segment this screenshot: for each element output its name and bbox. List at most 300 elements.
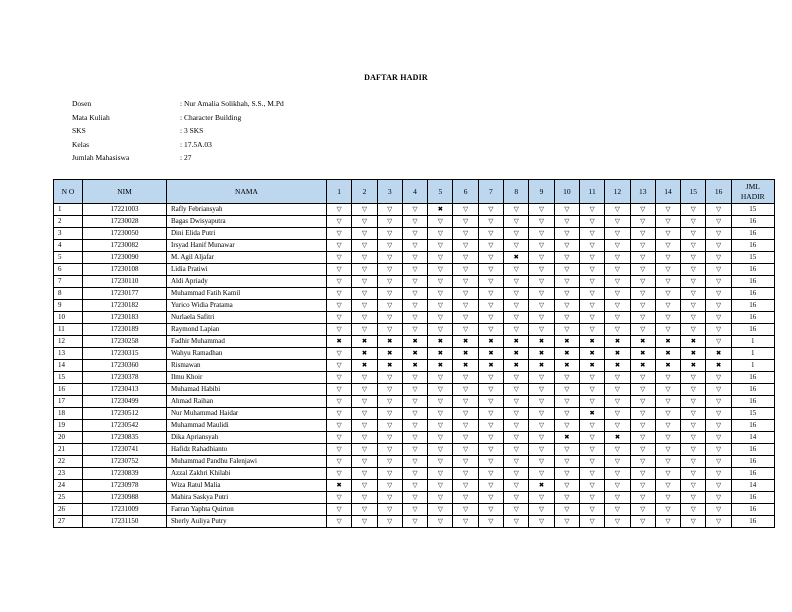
present-mark-icon: ▽: [402, 456, 427, 468]
present-mark-icon: ▽: [529, 456, 554, 468]
header-meeting: 9: [529, 180, 554, 204]
cell-nama: Muhammad Pandhu Falenjawi: [167, 456, 327, 468]
cell-no: 3: [54, 228, 83, 240]
table-row: [54, 276, 775, 288]
present-mark-icon: ▽: [630, 444, 655, 456]
present-mark-icon: ▽: [706, 492, 731, 504]
present-mark-icon: ▽: [453, 276, 478, 288]
present-mark-icon: ▽: [352, 204, 377, 216]
present-mark-icon: ▽: [579, 372, 604, 384]
table-row: [54, 516, 775, 528]
absent-mark-icon: ✖: [529, 480, 554, 492]
present-mark-icon: ▽: [428, 516, 453, 528]
cell-nim: 17230315: [83, 348, 167, 360]
present-mark-icon: ▽: [352, 480, 377, 492]
cell-nim: 17230835: [83, 432, 167, 444]
present-mark-icon: ▽: [706, 516, 731, 528]
absent-mark-icon: ✖: [529, 348, 554, 360]
present-mark-icon: ▽: [478, 288, 503, 300]
present-mark-icon: ▽: [504, 228, 529, 240]
header-nama: NAMA: [167, 180, 327, 204]
absent-mark-icon: ✖: [478, 360, 503, 372]
present-mark-icon: ▽: [605, 276, 630, 288]
table-row: [54, 348, 775, 360]
present-mark-icon: ▽: [630, 372, 655, 384]
cell-nim: 17230108: [83, 264, 167, 276]
present-mark-icon: ▽: [681, 492, 706, 504]
present-mark-icon: ▽: [706, 408, 731, 420]
present-mark-icon: ▽: [352, 372, 377, 384]
present-mark-icon: ▽: [706, 300, 731, 312]
present-mark-icon: ▽: [630, 480, 655, 492]
present-mark-icon: ▽: [327, 492, 352, 504]
absent-mark-icon: ✖: [428, 204, 453, 216]
present-mark-icon: ▽: [655, 420, 680, 432]
present-mark-icon: ▽: [478, 384, 503, 396]
present-mark-icon: ▽: [352, 312, 377, 324]
present-mark-icon: ▽: [655, 216, 680, 228]
present-mark-icon: ▽: [453, 480, 478, 492]
present-mark-icon: ▽: [402, 432, 427, 444]
header-meeting: 16: [706, 180, 731, 204]
present-mark-icon: ▽: [377, 264, 402, 276]
cell-nama: Lidia Pratiwi: [167, 264, 327, 276]
absent-mark-icon: ✖: [377, 348, 402, 360]
present-mark-icon: ▽: [327, 348, 352, 360]
present-mark-icon: ▽: [327, 252, 352, 264]
present-mark-icon: ▽: [504, 300, 529, 312]
present-mark-icon: ▽: [428, 300, 453, 312]
present-mark-icon: ▽: [706, 228, 731, 240]
present-mark-icon: ▽: [655, 516, 680, 528]
present-mark-icon: ▽: [706, 372, 731, 384]
present-mark-icon: ▽: [605, 372, 630, 384]
present-mark-icon: ▽: [428, 228, 453, 240]
absent-mark-icon: ✖: [428, 348, 453, 360]
header-meeting: 10: [554, 180, 579, 204]
document-title: DAFTAR HADIR: [364, 73, 428, 82]
present-mark-icon: ▽: [681, 240, 706, 252]
cell-nama: M. Agil Aljafar: [167, 252, 327, 264]
present-mark-icon: ▽: [402, 384, 427, 396]
present-mark-icon: ▽: [352, 252, 377, 264]
cell-no: 7: [54, 276, 83, 288]
cell-nim: 17230499: [83, 396, 167, 408]
absent-mark-icon: ✖: [655, 360, 680, 372]
cell-nim: 17230839: [83, 468, 167, 480]
present-mark-icon: ▽: [428, 312, 453, 324]
present-mark-icon: ▽: [428, 456, 453, 468]
present-mark-icon: ▽: [655, 492, 680, 504]
present-mark-icon: ▽: [681, 396, 706, 408]
present-mark-icon: ▽: [327, 312, 352, 324]
present-mark-icon: ▽: [428, 420, 453, 432]
present-mark-icon: ▽: [352, 408, 377, 420]
present-mark-icon: ▽: [529, 384, 554, 396]
absent-mark-icon: ✖: [579, 408, 604, 420]
present-mark-icon: ▽: [504, 216, 529, 228]
present-mark-icon: ▽: [554, 372, 579, 384]
present-mark-icon: ▽: [529, 300, 554, 312]
present-mark-icon: ▽: [402, 216, 427, 228]
cell-no: 2: [54, 216, 83, 228]
absent-mark-icon: ✖: [453, 336, 478, 348]
cell-nama: Muhammad Fatih Kamil: [167, 288, 327, 300]
cell-nama: Farran Yaphta Quirton: [167, 504, 327, 516]
absent-mark-icon: ✖: [402, 360, 427, 372]
present-mark-icon: ▽: [630, 300, 655, 312]
present-mark-icon: ▽: [478, 480, 503, 492]
present-mark-icon: ▽: [478, 432, 503, 444]
present-mark-icon: ▽: [428, 444, 453, 456]
cell-nama: Wahyu Ramadhan: [167, 348, 327, 360]
present-mark-icon: ▽: [605, 288, 630, 300]
present-mark-icon: ▽: [453, 384, 478, 396]
present-mark-icon: ▽: [630, 408, 655, 420]
present-mark-icon: ▽: [630, 432, 655, 444]
present-mark-icon: ▽: [681, 468, 706, 480]
present-mark-icon: ▽: [428, 492, 453, 504]
present-mark-icon: ▽: [579, 252, 604, 264]
cell-no: 10: [54, 312, 83, 324]
cell-no: 13: [54, 348, 83, 360]
table-row: [54, 420, 775, 432]
present-mark-icon: ▽: [428, 384, 453, 396]
present-mark-icon: ▽: [352, 420, 377, 432]
present-mark-icon: ▽: [579, 240, 604, 252]
present-mark-icon: ▽: [605, 384, 630, 396]
cell-jml-hadir: 16: [731, 456, 774, 468]
cell-nama: Ilmu Khoir: [167, 372, 327, 384]
present-mark-icon: ▽: [402, 324, 427, 336]
present-mark-icon: ▽: [402, 300, 427, 312]
cell-nim: 17230988: [83, 492, 167, 504]
present-mark-icon: ▽: [529, 324, 554, 336]
present-mark-icon: ▽: [681, 312, 706, 324]
present-mark-icon: ▽: [579, 300, 604, 312]
present-mark-icon: ▽: [504, 264, 529, 276]
table-row: [54, 264, 775, 276]
present-mark-icon: ▽: [478, 504, 503, 516]
present-mark-icon: ▽: [402, 408, 427, 420]
present-mark-icon: ▽: [478, 240, 503, 252]
present-mark-icon: ▽: [453, 372, 478, 384]
present-mark-icon: ▽: [478, 324, 503, 336]
present-mark-icon: ▽: [655, 204, 680, 216]
absent-mark-icon: ✖: [529, 360, 554, 372]
present-mark-icon: ▽: [504, 372, 529, 384]
present-mark-icon: ▽: [377, 420, 402, 432]
present-mark-icon: ▽: [579, 288, 604, 300]
present-mark-icon: ▽: [402, 468, 427, 480]
present-mark-icon: ▽: [605, 312, 630, 324]
absent-mark-icon: ✖: [681, 360, 706, 372]
present-mark-icon: ▽: [327, 468, 352, 480]
present-mark-icon: ▽: [630, 276, 655, 288]
present-mark-icon: ▽: [402, 444, 427, 456]
cell-nim: 17230177: [83, 288, 167, 300]
present-mark-icon: ▽: [630, 264, 655, 276]
cell-nim: 17230182: [83, 300, 167, 312]
absent-mark-icon: ✖: [630, 360, 655, 372]
present-mark-icon: ▽: [352, 228, 377, 240]
present-mark-icon: ▽: [327, 372, 352, 384]
present-mark-icon: ▽: [681, 324, 706, 336]
present-mark-icon: ▽: [706, 336, 731, 348]
info-label: Dosen: [72, 99, 92, 108]
present-mark-icon: ▽: [579, 228, 604, 240]
cell-nim: 17221003: [83, 204, 167, 216]
header-meeting: 14: [655, 180, 680, 204]
table-row: [54, 288, 775, 300]
present-mark-icon: ▽: [655, 252, 680, 264]
present-mark-icon: ▽: [706, 396, 731, 408]
cell-no: 24: [54, 480, 83, 492]
header-no: N O: [54, 180, 83, 204]
present-mark-icon: ▽: [504, 468, 529, 480]
absent-mark-icon: ✖: [377, 360, 402, 372]
cell-no: 11: [54, 324, 83, 336]
cell-no: 5: [54, 252, 83, 264]
present-mark-icon: ▽: [605, 444, 630, 456]
cell-nim: 17230110: [83, 276, 167, 288]
present-mark-icon: ▽: [630, 240, 655, 252]
present-mark-icon: ▽: [377, 492, 402, 504]
header-meeting: 5: [428, 180, 453, 204]
present-mark-icon: ▽: [478, 264, 503, 276]
absent-mark-icon: ✖: [478, 336, 503, 348]
present-mark-icon: ▽: [579, 504, 604, 516]
present-mark-icon: ▽: [605, 252, 630, 264]
absent-mark-icon: ✖: [605, 360, 630, 372]
info-value: : 3 SKS: [180, 126, 204, 135]
present-mark-icon: ▽: [554, 468, 579, 480]
present-mark-icon: ▽: [453, 252, 478, 264]
present-mark-icon: ▽: [579, 480, 604, 492]
info-label: Jumlah Mahasiswa: [72, 153, 130, 162]
cell-jml-hadir: 16: [731, 240, 774, 252]
header-meeting: 4: [402, 180, 427, 204]
present-mark-icon: ▽: [655, 324, 680, 336]
present-mark-icon: ▽: [681, 432, 706, 444]
present-mark-icon: ▽: [478, 252, 503, 264]
present-mark-icon: ▽: [655, 264, 680, 276]
present-mark-icon: ▽: [554, 252, 579, 264]
present-mark-icon: ▽: [655, 300, 680, 312]
present-mark-icon: ▽: [630, 324, 655, 336]
present-mark-icon: ▽: [453, 204, 478, 216]
cell-nama: Wiza Ratul Malia: [167, 480, 327, 492]
present-mark-icon: ▽: [605, 492, 630, 504]
present-mark-icon: ▽: [605, 204, 630, 216]
present-mark-icon: ▽: [327, 420, 352, 432]
absent-mark-icon: ✖: [327, 336, 352, 348]
header-meeting: 12: [605, 180, 630, 204]
present-mark-icon: ▽: [504, 396, 529, 408]
present-mark-icon: ▽: [504, 480, 529, 492]
present-mark-icon: ▽: [453, 408, 478, 420]
present-mark-icon: ▽: [402, 420, 427, 432]
present-mark-icon: ▽: [706, 240, 731, 252]
present-mark-icon: ▽: [352, 444, 377, 456]
present-mark-icon: ▽: [478, 300, 503, 312]
table-row: [54, 444, 775, 456]
cell-jml-hadir: 16: [731, 372, 774, 384]
info-value: : Nur Amalia Solikhah, S.S., M.Pd: [180, 99, 284, 108]
present-mark-icon: ▽: [630, 456, 655, 468]
present-mark-icon: ▽: [453, 300, 478, 312]
present-mark-icon: ▽: [402, 396, 427, 408]
cell-no: 25: [54, 492, 83, 504]
header-meeting: 15: [681, 180, 706, 204]
present-mark-icon: ▽: [352, 456, 377, 468]
header-jml-hadir: [731, 180, 774, 204]
present-mark-icon: ▽: [478, 312, 503, 324]
present-mark-icon: ▽: [352, 300, 377, 312]
absent-mark-icon: ✖: [554, 336, 579, 348]
present-mark-icon: ▽: [681, 444, 706, 456]
present-mark-icon: ▽: [529, 420, 554, 432]
present-mark-icon: ▽: [402, 204, 427, 216]
present-mark-icon: ▽: [681, 420, 706, 432]
absent-mark-icon: ✖: [504, 360, 529, 372]
present-mark-icon: ▽: [630, 420, 655, 432]
present-mark-icon: ▽: [706, 276, 731, 288]
cell-nama: Bagas Dwisyaputra: [167, 216, 327, 228]
present-mark-icon: ▽: [655, 240, 680, 252]
present-mark-icon: ▽: [529, 408, 554, 420]
present-mark-icon: ▽: [529, 432, 554, 444]
present-mark-icon: ▽: [630, 396, 655, 408]
present-mark-icon: ▽: [605, 264, 630, 276]
cell-no: 26: [54, 504, 83, 516]
present-mark-icon: ▽: [554, 216, 579, 228]
present-mark-icon: ▽: [655, 372, 680, 384]
table-row: [54, 432, 775, 444]
present-mark-icon: ▽: [579, 216, 604, 228]
cell-jml-hadir: 1: [731, 336, 774, 348]
absent-mark-icon: ✖: [681, 348, 706, 360]
present-mark-icon: ▽: [655, 408, 680, 420]
absent-mark-icon: ✖: [504, 348, 529, 360]
present-mark-icon: ▽: [453, 396, 478, 408]
absent-mark-icon: ✖: [605, 336, 630, 348]
present-mark-icon: ▽: [504, 276, 529, 288]
present-mark-icon: ▽: [453, 468, 478, 480]
cell-no: 14: [54, 360, 83, 372]
cell-jml-hadir: 16: [731, 420, 774, 432]
present-mark-icon: ▽: [478, 204, 503, 216]
present-mark-icon: ▽: [428, 264, 453, 276]
present-mark-icon: ▽: [706, 480, 731, 492]
header-nim: NIM: [83, 180, 167, 204]
cell-no: 20: [54, 432, 83, 444]
table-row: [54, 324, 775, 336]
present-mark-icon: ▽: [478, 228, 503, 240]
cell-jml-hadir: 16: [731, 492, 774, 504]
present-mark-icon: ▽: [377, 516, 402, 528]
present-mark-icon: ▽: [706, 504, 731, 516]
present-mark-icon: ▽: [352, 516, 377, 528]
present-mark-icon: ▽: [579, 312, 604, 324]
cell-jml-hadir: 16: [731, 288, 774, 300]
present-mark-icon: ▽: [428, 288, 453, 300]
cell-jml-hadir: 16: [731, 444, 774, 456]
present-mark-icon: ▽: [630, 384, 655, 396]
present-mark-icon: ▽: [529, 516, 554, 528]
table-row: [54, 384, 775, 396]
present-mark-icon: ▽: [327, 276, 352, 288]
cell-no: 17: [54, 396, 83, 408]
present-mark-icon: ▽: [605, 420, 630, 432]
cell-nim: 17230542: [83, 420, 167, 432]
cell-no: 27: [54, 516, 83, 528]
present-mark-icon: ▽: [579, 264, 604, 276]
present-mark-icon: ▽: [478, 420, 503, 432]
present-mark-icon: ▽: [428, 432, 453, 444]
cell-nama: Irsyad Hanif Munawar: [167, 240, 327, 252]
present-mark-icon: ▽: [504, 504, 529, 516]
cell-nama: Ahmad Raihan: [167, 396, 327, 408]
cell-nim: 17231150: [83, 516, 167, 528]
present-mark-icon: ▽: [655, 276, 680, 288]
present-mark-icon: ▽: [681, 504, 706, 516]
absent-mark-icon: ✖: [504, 336, 529, 348]
present-mark-icon: ▽: [453, 228, 478, 240]
present-mark-icon: ▽: [402, 264, 427, 276]
cell-jml-hadir: 15: [731, 252, 774, 264]
present-mark-icon: ▽: [327, 516, 352, 528]
absent-mark-icon: ✖: [579, 336, 604, 348]
cell-no: 4: [54, 240, 83, 252]
cell-nama: Dini Elida Putri: [167, 228, 327, 240]
present-mark-icon: ▽: [706, 456, 731, 468]
cell-jml-hadir: 16: [731, 300, 774, 312]
present-mark-icon: ▽: [579, 492, 604, 504]
present-mark-icon: ▽: [529, 468, 554, 480]
present-mark-icon: ▽: [327, 432, 352, 444]
present-mark-icon: ▽: [327, 204, 352, 216]
table-row: [54, 252, 775, 264]
table-row: [54, 228, 775, 240]
cell-nim: 17230189: [83, 324, 167, 336]
present-mark-icon: ▽: [655, 480, 680, 492]
absent-mark-icon: ✖: [605, 348, 630, 360]
present-mark-icon: ▽: [402, 492, 427, 504]
cell-nama: Rismawan: [167, 360, 327, 372]
cell-no: 6: [54, 264, 83, 276]
present-mark-icon: ▽: [428, 216, 453, 228]
cell-nama: Nur Muhammad Haidar: [167, 408, 327, 420]
absent-mark-icon: ✖: [352, 336, 377, 348]
present-mark-icon: ▽: [377, 300, 402, 312]
present-mark-icon: ▽: [706, 216, 731, 228]
present-mark-icon: ▽: [605, 396, 630, 408]
present-mark-icon: ▽: [327, 396, 352, 408]
present-mark-icon: ▽: [529, 204, 554, 216]
table-row: [54, 312, 775, 324]
present-mark-icon: ▽: [504, 516, 529, 528]
present-mark-icon: ▽: [655, 432, 680, 444]
present-mark-icon: ▽: [402, 240, 427, 252]
present-mark-icon: ▽: [554, 204, 579, 216]
present-mark-icon: ▽: [453, 420, 478, 432]
present-mark-icon: ▽: [630, 312, 655, 324]
present-mark-icon: ▽: [605, 516, 630, 528]
header-meeting: 8: [504, 180, 529, 204]
absent-mark-icon: ✖: [655, 348, 680, 360]
present-mark-icon: ▽: [377, 456, 402, 468]
